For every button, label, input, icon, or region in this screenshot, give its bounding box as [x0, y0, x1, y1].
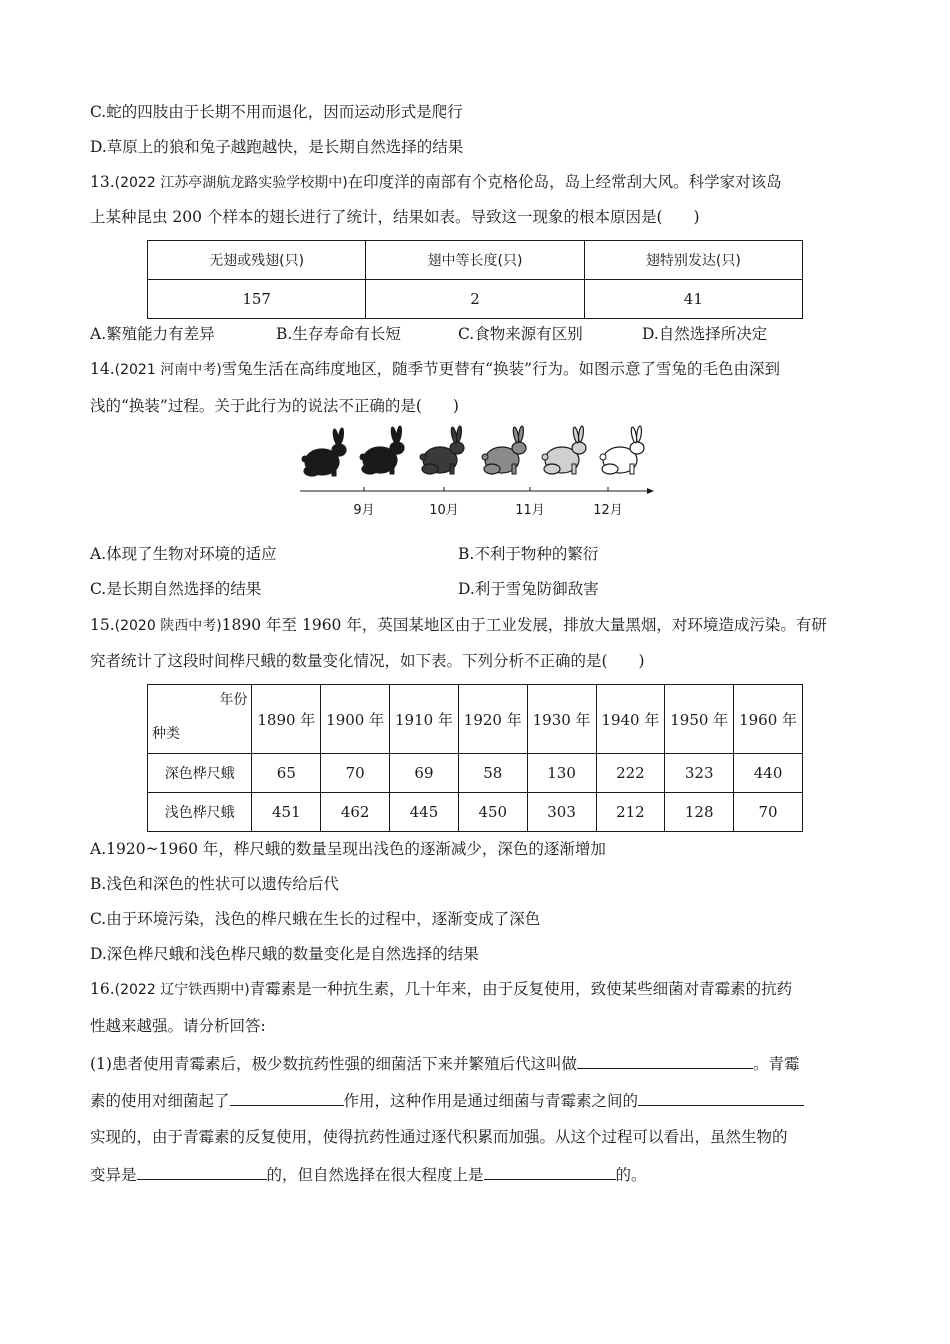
q16-p4-text-c: 的。 — [615, 1166, 647, 1184]
q15-row-label: 浅色桦尺蛾 — [148, 793, 252, 832]
q13-number: 13. — [90, 173, 115, 191]
q16-p1-text-b: 。青霉 — [752, 1055, 800, 1073]
q16-stem-line2: 性越来越强。请分析回答: — [90, 1017, 266, 1035]
hare-icon — [420, 426, 464, 474]
q15-value-cell: 445 — [390, 793, 459, 832]
q15-value-cell: 58 — [458, 754, 527, 793]
q13-header-cell: 无翅或残翅(只) — [148, 241, 366, 280]
q15-year-cell: 1900 年 — [321, 685, 390, 754]
q13-option-b: B.生存寿命有长短 — [276, 325, 401, 343]
hare-icon — [360, 426, 404, 474]
q14-stem-line2: 浅的“换装”过程。关于此行为的说法不正确的是( ) — [90, 397, 459, 415]
q13-option-d: D.自然选择所决定 — [642, 325, 768, 343]
q15-option-c: C.由于环境污染，浅色的桦尺蛾在生长的过程中，逐渐变成了深色 — [90, 910, 541, 928]
q15-value-cell: 212 — [596, 793, 665, 832]
q13-options — [90, 323, 850, 345]
q15-stem-text1: 1890 年至 1960 年，英国某地区由于工业发展，排放大量黑烟，对环境造成污染。有研 — [221, 616, 827, 634]
q15-number: 15. — [90, 616, 115, 634]
q15-stem-line2: 究者统计了这段时间桦尺蛾的数量变化情况，如下表。下列分析不正确的是( ) — [90, 652, 645, 670]
q15-value-cell: 323 — [665, 754, 734, 793]
q15-corner-cell — [148, 685, 252, 754]
q13-stem-line2: 上某种昆虫 200 个样本的翅长进行了统计，结果如表。导致这一现象的根本原因是( ) — [90, 208, 700, 226]
timeline-arrow — [647, 488, 654, 494]
q16-p1-text-a: (1)患者使用青霉素后，极少数抗药性强的细菌活下来并繁殖后代这叫做 — [90, 1055, 577, 1073]
q15-year-cell: 1910 年 — [390, 685, 459, 754]
q16-part1-line4 — [90, 1163, 647, 1186]
q15-value-cell: 128 — [665, 793, 734, 832]
q14-stem-line1 — [90, 358, 780, 381]
q12-option-c: C.蛇的四肢由于长期不用而退化，因而运动形式是爬行 — [90, 103, 463, 121]
q13-wing-table — [147, 240, 803, 319]
answer-blank-5[interactable] — [484, 1163, 616, 1180]
q13-value-cell: 157 — [148, 280, 366, 319]
q15-value-cell: 70 — [321, 754, 390, 793]
q16-p2-text-b: 作用，这种作用是通过细菌与青霉素之间的 — [343, 1092, 639, 1110]
q15-corner-year: 年份 — [219, 692, 248, 708]
q14-option-b: B.不利于物种的繁衍 — [458, 545, 599, 563]
q13-option-a: A.繁殖能力有差异 — [90, 325, 215, 343]
q16-p4-text-a: 变异是 — [90, 1166, 137, 1184]
q15-option-a: A.1920~1960 年，桦尺蛾的数量呈现出浅色的逐渐减少，深色的逐渐增加 — [90, 840, 606, 858]
month-label: 11月 — [515, 503, 545, 518]
q13-option-c: C.食物来源有区别 — [458, 325, 583, 343]
q15-option-b: B.浅色和深色的性状可以遗传给后代 — [90, 875, 339, 893]
q14-option-d: D.利于雪兔防御敌害 — [458, 580, 599, 598]
month-label: 10月 — [429, 503, 459, 518]
q14-options-row2 — [90, 578, 850, 600]
q13-stem-line1 — [90, 171, 782, 194]
q14-number: 14. — [90, 360, 115, 378]
q15-value-cell: 440 — [734, 754, 803, 793]
q15-value-cell: 451 — [252, 793, 321, 832]
hare-icon — [482, 426, 526, 474]
q16-part1-line3: 实现的，由于青霉素的反复使用，使得抗药性通过逐代积累而加强。从这个过程可以看出，虽然生物的 — [90, 1128, 788, 1146]
snow-hare-figure — [292, 424, 662, 524]
q16-source: (2022 辽宁铁西期中) — [114, 982, 250, 998]
q15-year-cell: 1960 年 — [734, 685, 803, 754]
q15-option-d: D.深色桦尺蛾和浅色桦尺蛾的数量变化是自然选择的结果 — [90, 945, 479, 963]
month-label: 9月 — [353, 503, 375, 518]
q15-value-cell: 69 — [390, 754, 459, 793]
answer-blank-1[interactable] — [577, 1052, 753, 1069]
q15-value-cell: 130 — [527, 754, 596, 793]
q13-value-cell: 2 — [366, 280, 584, 319]
q13-stem-text1: 在印度洋的南部有个克格伦岛，岛上经常刮大风。科学家对该岛 — [347, 173, 782, 191]
q14-option-a: A.体现了生物对环境的适应 — [90, 545, 277, 563]
q15-value-cell: 462 — [321, 793, 390, 832]
q16-part1-line1 — [90, 1052, 799, 1075]
q15-value-cell: 70 — [734, 793, 803, 832]
q15-value-cell: 303 — [527, 793, 596, 832]
q13-source: (2022 江苏亭湖航龙路实验学校期中) — [114, 175, 348, 191]
q16-part1-line2 — [90, 1089, 804, 1112]
q12-option-d: D.草原上的狼和兔子越跑越快，是长期自然选择的结果 — [90, 138, 464, 156]
q14-options-row1 — [90, 543, 850, 565]
q15-year-cell: 1930 年 — [527, 685, 596, 754]
q14-stem-text1: 雪兔生活在高纬度地区，随季节更替有“换装”行为。如图示意了雪兔的毛色由深到 — [221, 360, 781, 378]
q15-year-cell: 1920 年 — [458, 685, 527, 754]
q16-stem-text1: 青霉素是一种抗生素，几十年来，由于反复使用，致使某些细菌对青霉素的抗药 — [249, 980, 793, 998]
q15-value-cell: 450 — [458, 793, 527, 832]
q15-moth-table — [147, 684, 803, 832]
q14-option-c: C.是长期自然选择的结果 — [90, 580, 262, 598]
q15-value-cell: 65 — [252, 754, 321, 793]
q16-p2-text-a: 素的使用对细菌起了 — [90, 1092, 230, 1110]
q16-stem-line1 — [90, 978, 792, 1001]
q15-year-cell: 1940 年 — [596, 685, 665, 754]
hare-icon — [302, 428, 346, 476]
q16-p4-text-b: 的，但自然选择在很大程度上是 — [266, 1166, 484, 1184]
answer-blank-2[interactable] — [230, 1089, 344, 1106]
q15-corner-kind: 种类 — [152, 726, 180, 742]
answer-blank-4[interactable] — [137, 1163, 267, 1180]
q15-stem-line1 — [90, 614, 827, 637]
answer-blank-3[interactable] — [638, 1089, 804, 1106]
q14-source: (2021 河南中考) — [114, 362, 222, 378]
q15-source: (2020 陕西中考) — [114, 618, 222, 634]
month-label: 12月 — [593, 503, 623, 518]
q15-year-cell: 1950 年 — [665, 685, 734, 754]
q15-row-label: 深色桦尺蛾 — [148, 754, 252, 793]
q16-number: 16. — [90, 980, 115, 998]
q13-header-cell: 翅特别发达(只) — [584, 241, 802, 280]
hare-icon — [542, 426, 586, 474]
q13-value-cell: 41 — [584, 280, 802, 319]
q13-header-cell: 翅中等长度(只) — [366, 241, 584, 280]
hare-icon — [600, 426, 644, 474]
q15-year-cell: 1890 年 — [252, 685, 321, 754]
q15-value-cell: 222 — [596, 754, 665, 793]
